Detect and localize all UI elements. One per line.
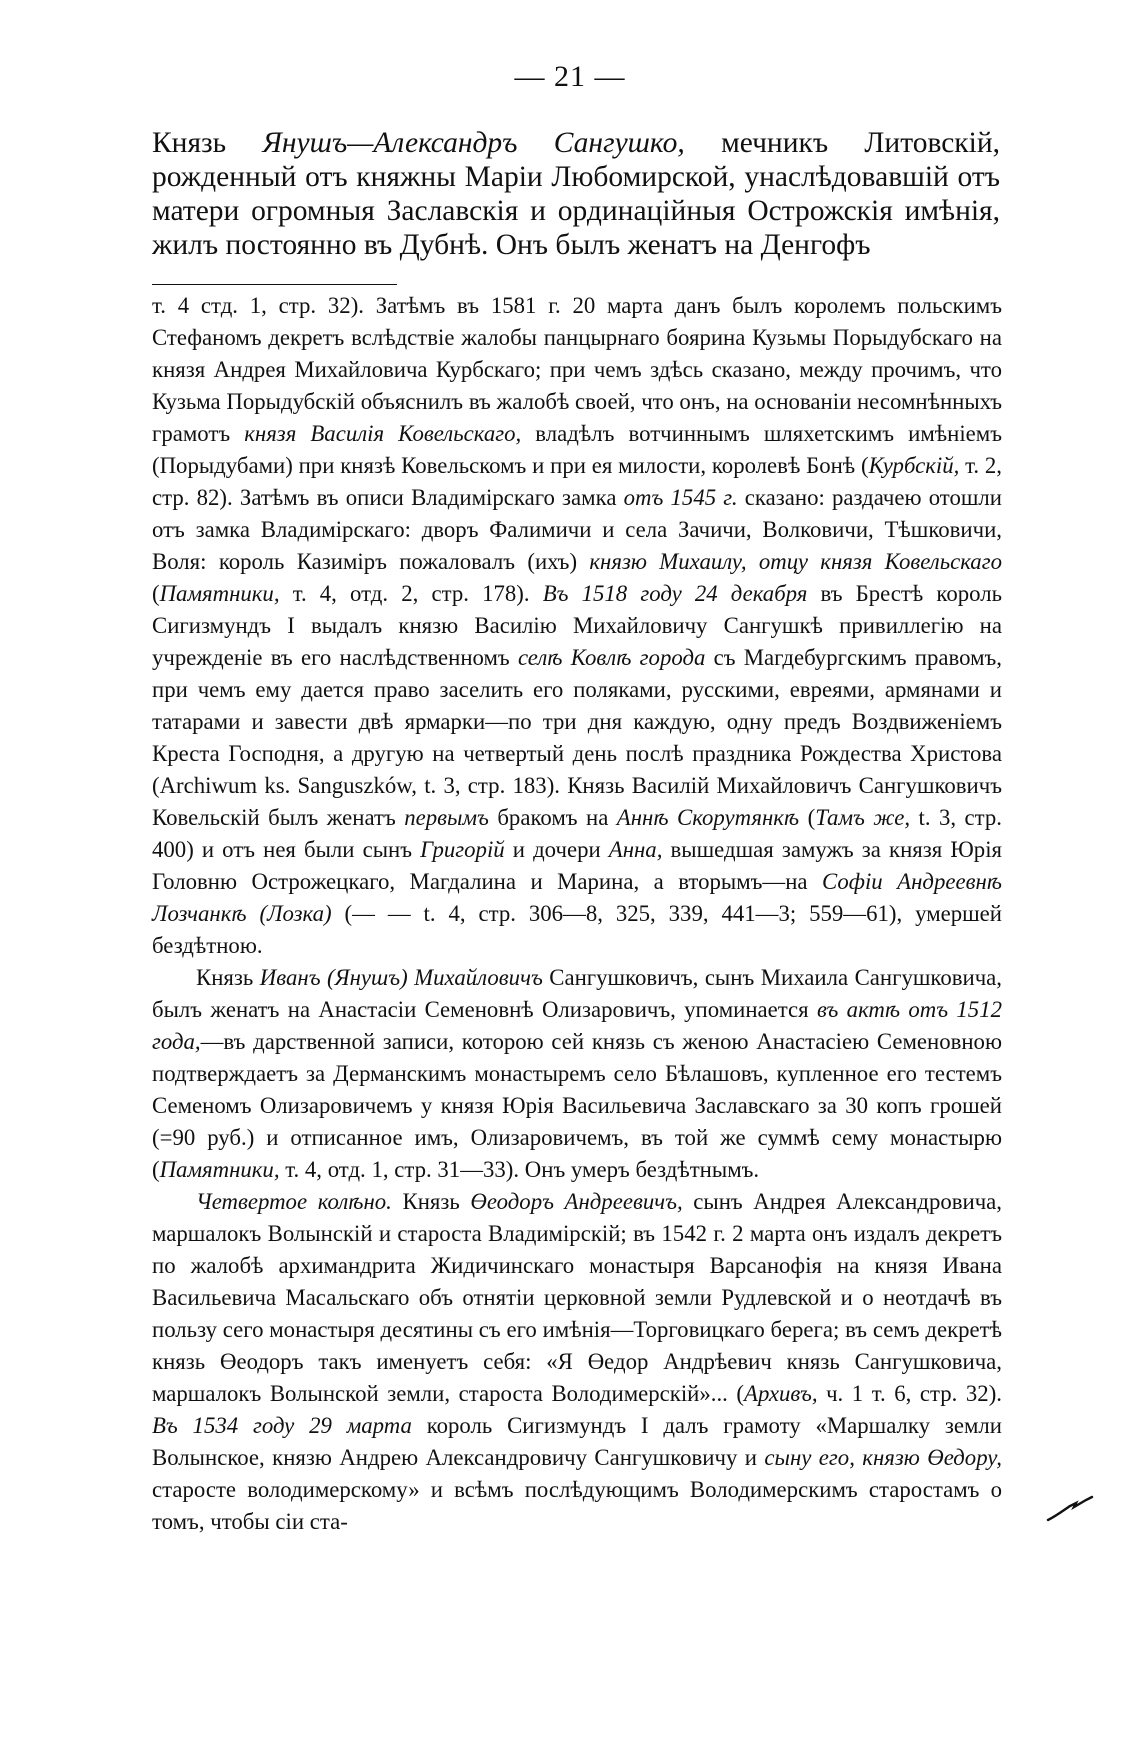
text-run: отъ 1545 г. bbox=[623, 485, 738, 510]
footnote-block bbox=[152, 290, 1002, 1538]
footnote-separator-rule bbox=[152, 284, 397, 285]
text-run: король Сигизмундъ I далъ грамоту «Маршалку земли Волынское, князю Андрею Александровичу Сангушковичу и bbox=[152, 1413, 1002, 1470]
text-run: Князь bbox=[391, 1189, 471, 1214]
text-run: старосте володимерскому» и всѣмъ послѣдующимъ Володимерскимъ старостамъ о томъ, чтобы сіи ста- bbox=[152, 1477, 1002, 1534]
text-run: сыну его, князю Өедору, bbox=[764, 1445, 1002, 1470]
text-run: сказано: раздачею отошли отъ замка Владимірскаго: дворъ Фалимичи и села Зачичи, Волковичи, Тѣшковичи, Воля: король Казиміръ пожаловалъ (ихъ) bbox=[152, 485, 1002, 574]
text-run: Софіи Андреевнѣ Лозчанкѣ (Лозка) bbox=[152, 869, 1002, 926]
text-run: Сангушковичъ, сынъ Михаила Сангушковича, былъ женатъ на Анастасіи Семеновнѣ Олизаровичъ, упоминается bbox=[152, 965, 1002, 1022]
text-run: т. 4, отд. 1, стр. 31—33). Онъ умеръ бездѣтнымъ. bbox=[279, 1157, 760, 1182]
text-run: бракомъ на bbox=[488, 805, 617, 830]
text-run: Тамъ же, bbox=[815, 805, 911, 830]
text-run: Архивъ, bbox=[744, 1381, 818, 1406]
main-text-rest: мечникъ Литовскій, рожденный отъ княжны Маріи Любомирской, унаслѣдовавшій отъ матери огромныя Заславскія и ординаційныя Острожскія имѣнія, жилъ постоянно въ Дубнѣ. Онъ былъ женатъ на Денгофъ bbox=[152, 127, 1001, 261]
text-run: ( bbox=[152, 581, 160, 606]
text-run: т. 4, отд. 2, стр. 178). bbox=[279, 581, 543, 606]
main-paragraph bbox=[152, 126, 1000, 262]
text-run: князя Василія Ковельскаго, bbox=[244, 421, 522, 446]
text-run: вышедшая замужъ за князя Юрія Головню Острожецкаго, Магдалина и Марина, а вторымъ—на bbox=[152, 837, 1003, 894]
text-run: съ Магдебургскимъ правомъ, при чемъ ему дается право заселить его поляками, русскими, евреями, армянами и татарами и завести двѣ ярмарки—по три дня каждую, одну предъ Воздвиженіемъ Креста Господня, а другую на четвертый день послѣ праздника Рождества Христова (Archiwum ks. Sanguszków, t. 3, стр. 183). Князь Василій Михайловичъ Сангушковичъ Ковельскій былъ женатъ bbox=[152, 645, 1003, 830]
text-run: первымъ bbox=[404, 805, 489, 830]
text-run: Анна, bbox=[608, 837, 663, 862]
text-run: ч. 1 т. 6, стр. 32). bbox=[817, 1381, 1002, 1406]
text-run: селѣ Ковлѣ города bbox=[517, 645, 706, 670]
pencil-mark-icon bbox=[1046, 1494, 1094, 1524]
text-run: т. 4 стд. 1, стр. 32). Затѣмъ въ 1581 г. 20 марта данъ былъ королемъ польскимъ Стефаномъ декретъ вслѣдствіе жалобы панцырнаго боярина Кузьмы Порыдубскаго на князя Андрея Михайловича Курбскаго; при чемъ здѣсь сказано, между прочимъ, что Кузьма Порыдубскій объяснилъ въ жалобѣ своей, что онъ, на основаніи несомнѣнныхъ грамотъ bbox=[152, 293, 1002, 446]
text-run: Курбскій, bbox=[868, 453, 960, 478]
text-run: —въ дарственной записи, которою сей князь съ женою Анастасіею Семеновною подтверждаетъ за Дерманскимъ монастыремъ село Бѣлашовъ, купленное его тестемъ Семеномъ Олизаровичемъ у князя Юрія Васильевича Заславскаго за 30 копъ грошей (=90 руб.) и отписанное имъ, Олизаровичемъ, въ той же суммѣ сему монастырю ( bbox=[152, 1029, 1002, 1182]
text-run: князю Михаилу, отцу князя Ковельскаго bbox=[589, 549, 1003, 574]
footnote-paragraph-2 bbox=[152, 962, 1002, 1186]
text-run: Аннѣ Скорутянкѣ bbox=[616, 805, 800, 830]
text-run: (— — t. 4, стр. 306—8, 325, 339, 441—3; 559—61), умершей бездѣтною. bbox=[152, 901, 1003, 958]
text-run: Четвертое колѣно. bbox=[196, 1189, 392, 1214]
text-run: Григорій bbox=[420, 837, 505, 862]
main-text-start: Князь bbox=[152, 127, 263, 159]
text-run: въ актѣ отъ 1512 года, bbox=[152, 997, 1002, 1054]
text-run: Иванъ (Янушъ) Михайловичъ bbox=[259, 965, 543, 990]
main-paragraph-text bbox=[152, 126, 1000, 262]
text-run: ( bbox=[799, 805, 816, 830]
prince-name: Янушъ—Александръ Сангушко, bbox=[262, 127, 685, 159]
text-run: и дочери bbox=[504, 837, 609, 862]
text-run: сынъ Андрея Александровича, маршалокъ Волынскій и староста Владимірскій; въ 1542 г. 2 марта онъ издалъ декретъ по жалобѣ архимандрита Жидичинскаго монастыря Варсанофія на князя Ивана Васильевича Масальскаго объ отнятіи церковной земли Рудлевской и о неотдачѣ въ пользу сего монастыря десятины съ его имѣнія—Торговицкаго берега; въ семъ декретѣ князь Өеодоръ такъ именуетъ себя: «Я Өедор Андрѣевич князь Сангушковича, маршалокъ Волынской земли, староста Володимерскій»... ( bbox=[152, 1189, 1002, 1406]
footnote-paragraph-1 bbox=[152, 290, 1002, 962]
text-run: Въ 1534 году 29 марта bbox=[152, 1413, 412, 1438]
page-number: — 21 — bbox=[514, 60, 626, 93]
text-run: Памятники, bbox=[159, 581, 280, 606]
text-run: Въ 1518 году 24 декабря bbox=[542, 581, 808, 606]
text-run: владѣлъ вотчиннымъ шляхетскимъ имѣніемъ (Порыдубами) при князѣ Ковельскомъ и при ея милости, королевѣ Бонѣ ( bbox=[152, 421, 1002, 478]
text-run: т. 2, стр. 82). Затѣмъ въ описи Владимірскаго замка bbox=[152, 453, 1002, 510]
text-run: Князь bbox=[196, 965, 260, 990]
text-run: Памятники, bbox=[159, 1157, 280, 1182]
text-run: t. 3, стр. 400) и отъ нея были сынъ bbox=[152, 805, 1002, 862]
footnote-paragraph-3 bbox=[152, 1186, 1002, 1538]
text-run: Өеодоръ Андреевичъ, bbox=[470, 1189, 683, 1214]
text-run: въ Брестѣ король Сигизмундъ I выдалъ князю Василію Михайловичу Сангушкѣ привиллегію на учрежденіе въ его наслѣдственномъ bbox=[152, 581, 1002, 670]
